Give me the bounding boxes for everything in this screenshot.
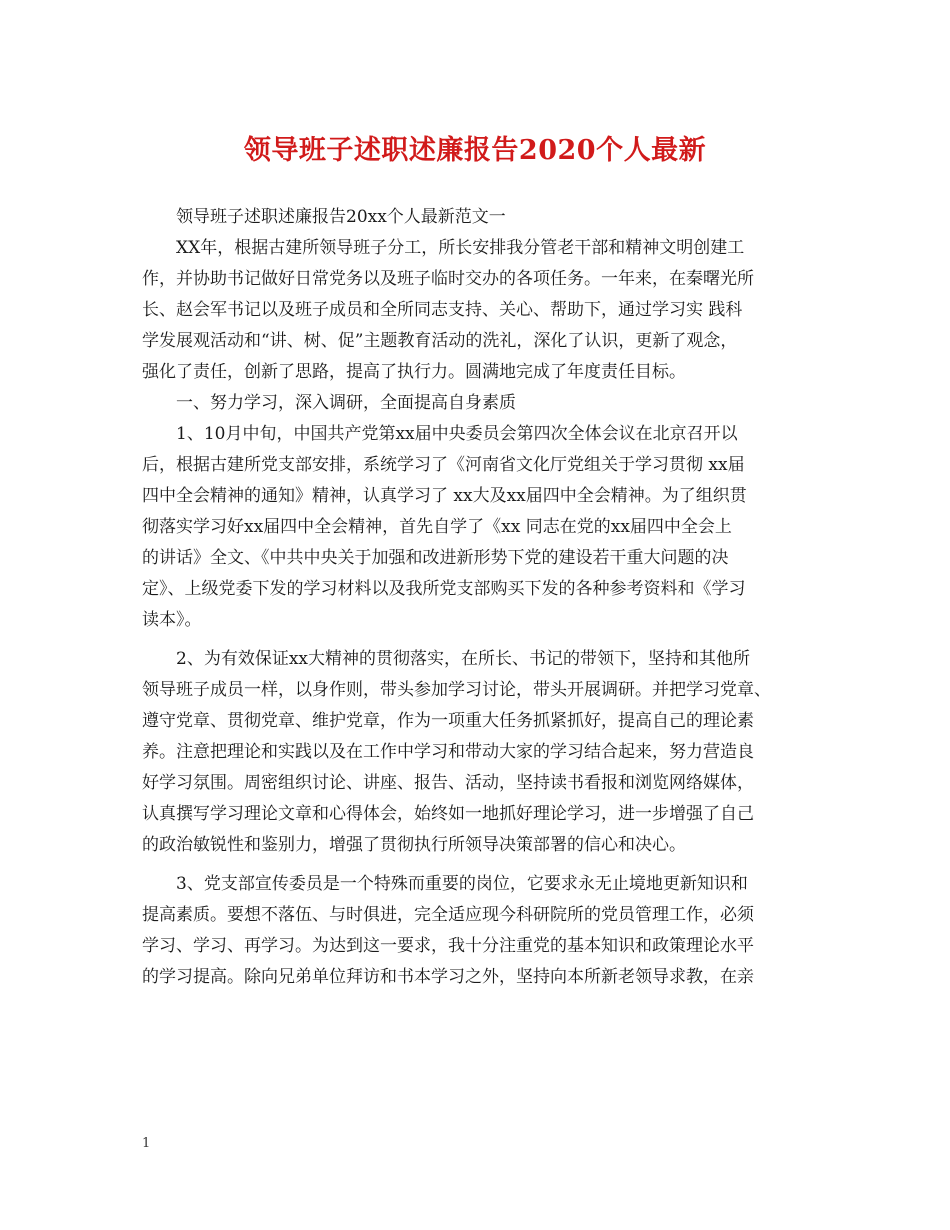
paragraph-p1 <box>142 202 812 233</box>
page-number: 1 <box>142 1136 151 1151</box>
paragraph-line: 3、党支部宣传委员是一个特殊而重要的岗位，它要求永无止境地更新知识和 <box>176 874 748 894</box>
paragraph-p2 <box>142 233 812 388</box>
paragraph-p4 <box>142 419 812 636</box>
paragraph-line: 认真撰写学习理论文章和心得体会，始终如一地抓好理论学习，进一步增强了自己 <box>142 804 754 824</box>
paragraph-line: 读本》。 <box>142 610 202 630</box>
paragraph-spacing <box>142 861 812 869</box>
paragraph-line: 的政治敏锐性和鉴别力，增强了贯彻执行所领导决策部署的信心和决心。 <box>142 835 686 855</box>
paragraph-spacing <box>142 636 812 644</box>
paragraph-line: 的讲话》全文、《中共中央关于加强和改进新形势下党的建设若干重大问题的决 <box>142 548 729 568</box>
paragraph-p3 <box>142 388 812 419</box>
paragraph-line: 2、为有效保证xx大精神的贯彻落实，在所长、书记的带领下，坚持和其他所 <box>176 649 750 669</box>
paragraph-line: 1、10月中旬，中国共产党第xx届中央委员会第四次全体会议在北京召开以 <box>176 424 738 444</box>
paragraph-line: 定》、上级党委下发的学习材料以及我所党支部购买下发的各种参考资料和《学习 <box>142 579 746 599</box>
document-title: 领导班子述职述廉报告2020个人最新 <box>243 135 707 166</box>
paragraph-line: 作，并协助书记做好日常党务以及班子临时交办的各项任务。一年来，在秦曙光所 <box>142 269 754 289</box>
paragraph-line: 养。注意把理论和实践以及在工作中学习和带动大家的学习结合起来，努力营造良 <box>142 742 754 762</box>
paragraph-line: 长、赵会军书记以及班子成员和全所同志支持、关心、帮助下，通过学习实 践科 <box>142 300 743 320</box>
paragraph-line: 学发展观活动和“讲、树、促”主题教育活动的洗礼，深化了认识，更新了观念， <box>142 331 738 351</box>
paragraph-line: 领导班子成员一样，以身作则，带头参加学习讨论，带头开展调研。并把学习党章、 <box>142 680 771 700</box>
paragraph-p5 <box>142 644 812 861</box>
paragraph-line: 一、努力学习，深入调研，全面提高自身素质 <box>176 393 516 413</box>
paragraph-line: 好学习氛围。周密组织讨论、讲座、报告、活动，坚持读书看报和浏览网络媒体， <box>142 773 754 793</box>
paragraph-line: 彻落实学习好xx届四中全会精神，首先自学了《xx 同志在党的xx届四中全会上 <box>142 517 732 537</box>
paragraph-line: XX年，根据古建所领导班子分工，所长安排我分管老干部和精神文明创建工 <box>176 238 745 258</box>
paragraph-line: 后，根据古建所党支部安排，系统学习了《河南省文化厅党组关于学习贯彻 xx届 <box>142 455 745 475</box>
paragraph-line: 学习、学习、再学习。为达到这一要求，我十分注重党的基本知识和政策理论水平 <box>142 936 754 956</box>
paragraph-line: 四中全会精神的通知》精神，认真学习了 xx大及xx届四中全会精神。为了组织贯 <box>142 486 747 506</box>
paragraph-line: 的学习提高。除向兄弟单位拜访和书本学习之外，坚持向本所新老领导求教，在亲 <box>142 967 754 987</box>
paragraph-line: 领导班子述职述廉报告20xx个人最新范文一 <box>176 207 506 227</box>
paragraph-line: 遵守党章、贯彻党章、维护党章，作为一项重大任务抓紧抓好，提高自己的理论素 <box>142 711 754 731</box>
paragraph-line: 提高素质。要想不落伍、与时俱进，完全适应现今科研院所的党员管理工作，必须 <box>142 905 754 925</box>
document-body <box>142 202 812 993</box>
paragraph-line: 强化了责任，创新了思路，提高了执行力。圆满地完成了年度责任目标。 <box>142 362 686 382</box>
paragraph-p6 <box>142 869 812 993</box>
